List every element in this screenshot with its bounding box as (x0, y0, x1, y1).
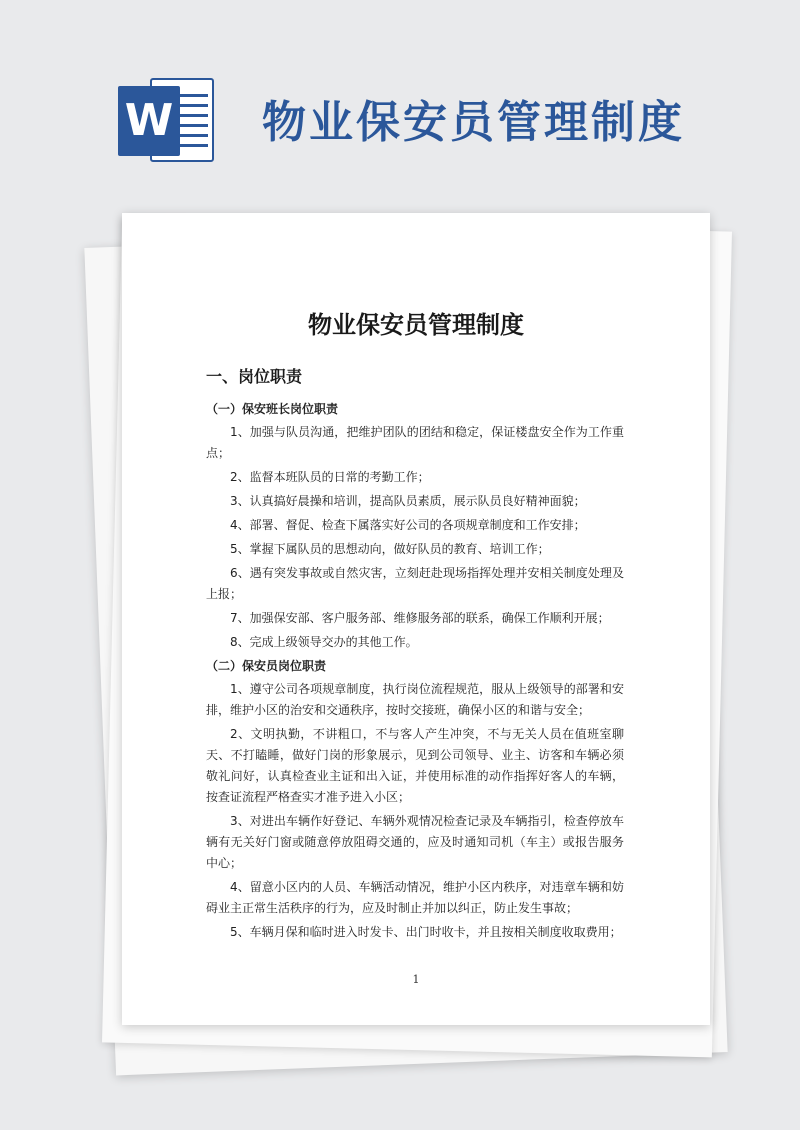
paragraph: 6、遇有突发事故或自然灾害，立刻赶赴现场指挥处理并安相关制度处理及上报； (206, 566, 624, 601)
paragraph: 3、对进出车辆作好登记、车辆外观情况检查记录及车辆指引，检查停放车辆有无关好门窗或随意停放阻碍交通的，应及时通知司机（车主）或报告服务中心； (206, 814, 624, 870)
word-document-icon (108, 72, 216, 168)
document-page (122, 213, 710, 1025)
subsection-heading: （二）保安员岗位职责 (206, 659, 327, 673)
section-heading: 一、岗位职责 (206, 367, 303, 386)
paragraph: 2、文明执勤，不讲粗口，不与客人产生冲突，不与无关人员在值班室聊天、不打瞌睡，做好门岗的形象展示，见到公司领导、业主、访客和车辆必须敬礼问好，认真检查业主证和出入证，并使用标准的动作指挥好客人的车辆，按查证流程严格查实才准予进入小区； (206, 727, 624, 804)
banner-header (0, 0, 800, 190)
subsection-heading: （一）保安班长岗位职责 (206, 402, 339, 416)
paragraph: 7、加强保安部、客户服务部、维修服务部的联系，确保工作顺利开展； (230, 611, 610, 625)
paragraph: 3、认真搞好晨操和培训，提高队员素质，展示队员良好精神面貌； (230, 494, 586, 508)
paragraph: 2、监督本班队员的日常的考勤工作； (230, 470, 430, 484)
banner-title: 物业保安员管理制度 (262, 97, 685, 148)
document-title: 物业保安员管理制度 (308, 311, 524, 339)
paragraph: 1、加强与队员沟通，把维护团队的团结和稳定，保证楼盘安全作为工作重点； (206, 425, 624, 460)
document-body (206, 399, 624, 946)
paragraph: 8、完成上级领导交办的其他工作。 (230, 635, 418, 649)
paragraph: 4、部署、督促、检查下属落实好公司的各项规章制度和工作安排； (230, 518, 586, 532)
page-number: 1 (412, 973, 420, 986)
paragraph: 5、掌握下属队员的思想动向，做好队员的教育、培训工作； (230, 542, 550, 556)
paragraph: 1、遵守公司各项规章制度，执行岗位流程规范，服从上级领导的部署和安排，维护小区的治安和交通秩序，按时交接班，确保小区的和谐与安全； (206, 682, 624, 717)
paragraph: 5、车辆月保和临时进入时发卡、出门时收卡，并且按相关制度收取费用； (230, 925, 622, 939)
paragraph: 4、留意小区内的人员、车辆活动情况，维护小区内秩序，对违章车辆和妨碍业主正常生活秩序的行为，应及时制止并加以纠正，防止发生事故； (206, 880, 624, 915)
word-logo-letter: W (118, 86, 180, 156)
